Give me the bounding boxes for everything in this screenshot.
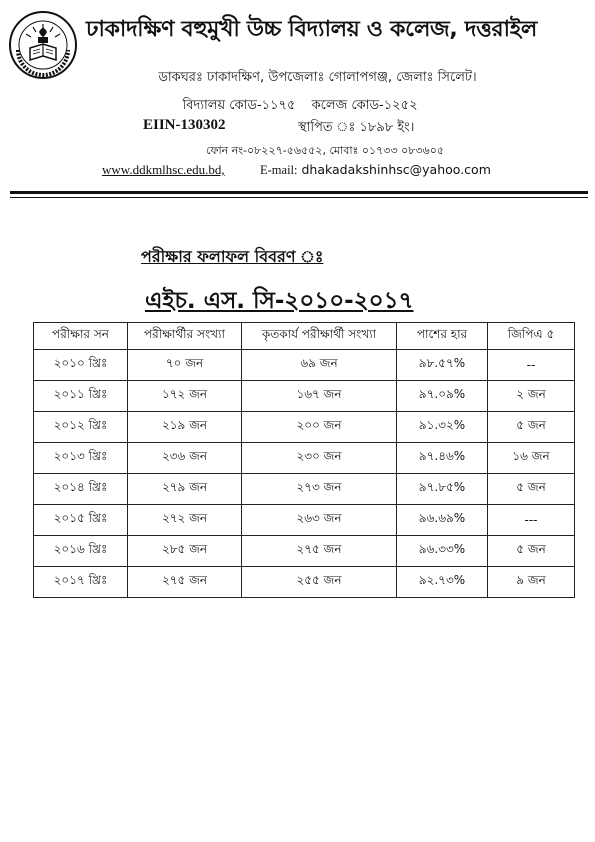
header-divider-thick xyxy=(10,191,588,194)
cell-passed: ২৭৩ জন xyxy=(242,474,397,505)
table-row xyxy=(34,505,575,536)
cell-passed: ১৬৭ জন xyxy=(242,381,397,412)
table-row xyxy=(34,567,575,598)
cell-year: ২০১৩ খ্রিঃ xyxy=(34,443,128,474)
header-divider-thin xyxy=(10,197,588,198)
cell-passed: ২০০ জন xyxy=(242,412,397,443)
address-line: ডাকঘরঃ ঢাকাদক্ষিণ, উপজেলাঃ গোলাপগঞ্জ, জেলাঃ সিলেট। xyxy=(158,70,477,85)
header-passed: কৃতকার্য পরীক্ষার্থী সংখ্যা xyxy=(242,323,397,350)
cell-passed: ৬৯ জন xyxy=(242,350,397,381)
cell-year: ২০১৭ খ্রিঃ xyxy=(34,567,128,598)
cell-pass-rate: ৯৭.৪৬% xyxy=(397,443,488,474)
email-address[interactable]: dhakadakshinhsc@yahoo.com xyxy=(301,162,491,177)
table-row xyxy=(34,443,575,474)
cell-gpa5: ৫ জন xyxy=(488,412,575,443)
letterhead xyxy=(0,0,595,200)
cell-passed: ২৬৩ জন xyxy=(242,505,397,536)
cell-pass-rate: ৯৭.৮৫% xyxy=(397,474,488,505)
cell-year: ২০১০ খ্রিঃ xyxy=(34,350,128,381)
cell-examinees: ৭০ জন xyxy=(128,350,242,381)
cell-pass-rate: ৯৬.৩৩% xyxy=(397,536,488,567)
cell-pass-rate: ৯৬.৬৯% xyxy=(397,505,488,536)
cell-gpa5: ৫ জন xyxy=(488,536,575,567)
exam-title: এইচ. এস. সি-২০১০-২০১৭ xyxy=(145,288,414,314)
header-exam-year: পরীক্ষার সন xyxy=(34,323,128,350)
cell-examinees: ১৭২ জন xyxy=(128,381,242,412)
cell-gpa5: ৯ জন xyxy=(488,567,575,598)
table-row xyxy=(34,474,575,505)
cell-examinees: ২৭৯ জন xyxy=(128,474,242,505)
college-code: কলেজ কোড-১২৫২ xyxy=(311,98,418,113)
phone-line: ফোন নং-০৮২২৭-৫৬৫৫২, মোবাঃ ০১৭৩৩ ০৮৩৬০৫ xyxy=(205,144,444,157)
cell-gpa5: --- xyxy=(488,505,575,536)
cell-examinees: ২৭২ জন xyxy=(128,505,242,536)
table-row xyxy=(34,350,575,381)
cell-gpa5: -- xyxy=(488,350,575,381)
cell-year: ২০১৬ খ্রিঃ xyxy=(34,536,128,567)
cell-gpa5: ২ জন xyxy=(488,381,575,412)
established-year: স্থাপিত ঃ ১৮৯৮ ইং। xyxy=(298,120,415,135)
cell-pass-rate: ৯২.৭৩% xyxy=(397,567,488,598)
header-examinees: পরীক্ষার্থীর সংখ্যা xyxy=(128,323,242,350)
cell-gpa5: ১৬ জন xyxy=(488,443,575,474)
email-label: E-mail: xyxy=(260,163,298,177)
email-line xyxy=(260,162,491,178)
cell-pass-rate: ৯৭.০৯% xyxy=(397,381,488,412)
institution-name: ঢাকাদক্ষিণ বহুমুখী উচ্চ বিদ্যালয় ও কলেজ, দত্তরাইল xyxy=(86,17,537,42)
cell-passed: ২৫৫ জন xyxy=(242,567,397,598)
table-header-row xyxy=(34,323,575,350)
table-row xyxy=(34,412,575,443)
website-link[interactable]: www.ddkmlhsc.edu.bd, xyxy=(102,162,225,177)
cell-examinees: ২৭৫ জন xyxy=(128,567,242,598)
header-gpa5: জিপিএ ৫ xyxy=(488,323,575,350)
cell-year: ২০১৫ খ্রিঃ xyxy=(34,505,128,536)
cell-gpa5: ৫ জন xyxy=(488,474,575,505)
cell-year: ২০১১ খ্রিঃ xyxy=(34,381,128,412)
cell-examinees: ২৮৫ জন xyxy=(128,536,242,567)
header-pass-rate: পাশের হার xyxy=(397,323,488,350)
results-table xyxy=(33,322,575,598)
cell-examinees: ২৩৬ জন xyxy=(128,443,242,474)
school-code: বিদ্যালয় কোড-১১৭৫ xyxy=(182,98,296,113)
table-row xyxy=(34,381,575,412)
cell-passed: ২৭৫ জন xyxy=(242,536,397,567)
table-row xyxy=(34,536,575,567)
cell-year: ২০১২ খ্রিঃ xyxy=(34,412,128,443)
section-heading: পরীক্ষার ফলাফল বিবরণ ঃ xyxy=(141,247,324,266)
cell-examinees: ২১৯ জন xyxy=(128,412,242,443)
cell-year: ২০১৪ খ্রিঃ xyxy=(34,474,128,505)
cell-pass-rate: ৯৮.৫৭% xyxy=(397,350,488,381)
eiin-number: EIIN-130302 xyxy=(143,117,226,133)
code-line xyxy=(100,96,500,117)
cell-pass-rate: ৯১.৩২% xyxy=(397,412,488,443)
cell-passed: ২৩০ জন xyxy=(242,443,397,474)
